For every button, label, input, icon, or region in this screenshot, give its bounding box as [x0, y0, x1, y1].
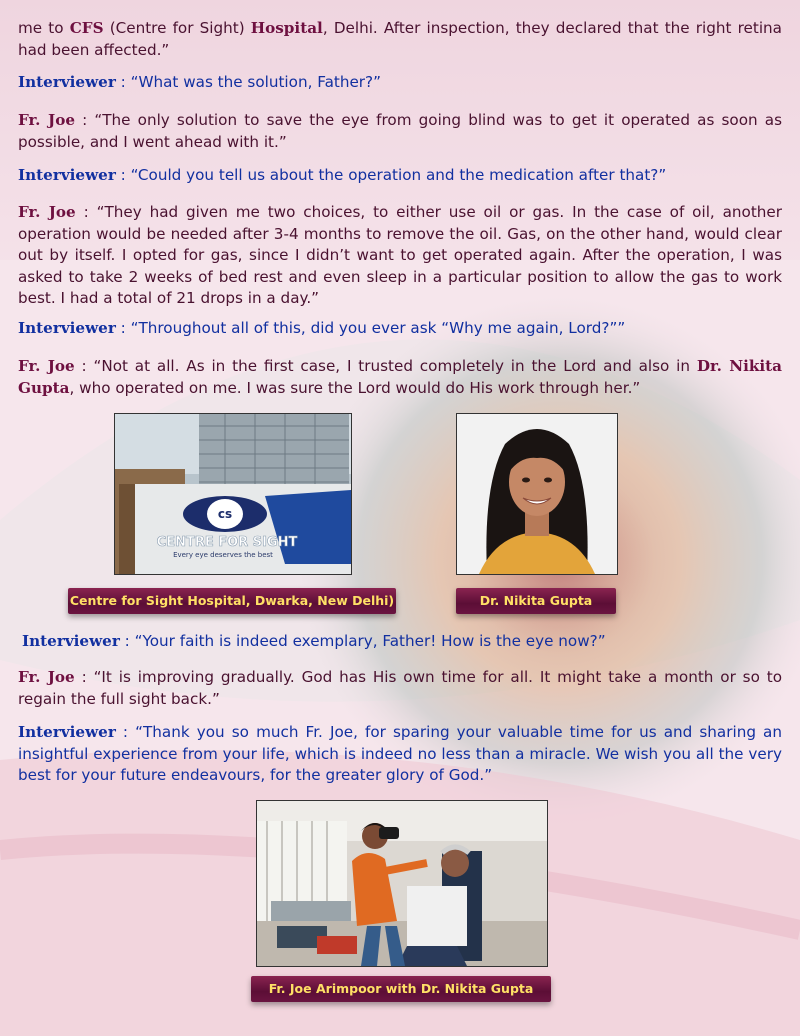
- hospital-photo: [114, 413, 352, 575]
- separator: :: [75, 111, 95, 129]
- question-text: “Could you tell us about the operation and the medication after that?”: [130, 166, 667, 184]
- separator: :: [115, 73, 131, 91]
- interviewer-question-4: [22, 631, 786, 653]
- fr-joe-answer-2: [18, 202, 782, 310]
- answer-text: “The only solution to save the eye from going blind was to get it operated as soon as possible, and I went ahead with it.”: [18, 111, 782, 151]
- hospital-highlight: Hospital: [250, 19, 323, 37]
- speaker-interviewer: Interviewer: [18, 166, 116, 184]
- doctor-illustration: [457, 414, 617, 574]
- interviewer-question-2: [18, 165, 782, 187]
- question-text: “Your faith is indeed exemplary, Father! How is the eye now?”: [134, 632, 606, 650]
- logo-text: cs: [217, 507, 233, 521]
- interviewer-question-3: [18, 318, 782, 340]
- hospital-illustration: [115, 414, 351, 574]
- fr-joe-answer-1: [18, 110, 782, 153]
- doctor-portrait-photo: [456, 413, 618, 575]
- fr-joe-answer-4: [18, 667, 782, 710]
- separator: :: [75, 203, 97, 221]
- interviewer-closing: [18, 722, 782, 787]
- exam-illustration: [257, 801, 547, 966]
- text-fragment: , who operated on me. I was sure the Lord would do His work through her.”: [69, 378, 641, 397]
- separator: :: [74, 668, 94, 686]
- speaker-interviewer: Interviewer: [22, 632, 120, 650]
- speaker-interviewer: Interviewer: [18, 723, 116, 741]
- speaker-fr-joe: Fr. Joe: [18, 668, 75, 686]
- separator: :: [115, 723, 136, 741]
- answer-text: “It is improving gradually. God has His own time for all. It might take a month or so to regain the full sight back.”: [18, 668, 782, 708]
- eye-exam-photo: [256, 800, 548, 967]
- separator: :: [119, 632, 135, 650]
- interviewer-question-1: [18, 72, 782, 94]
- text-fragment: (Centre for Sight): [103, 19, 251, 37]
- question-text: “Throughout all of this, did you ever ask “Why me again, Lord?””: [130, 319, 626, 337]
- hospital-photo-caption: Centre for Sight Hospital, Dwarka, New Delhi): [68, 588, 396, 614]
- separator: :: [115, 319, 131, 337]
- question-text: “What was the solution, Father?”: [130, 73, 381, 91]
- text-fragment: “Not at all. As in the first case, I trusted completely in the Lord and also in: [93, 357, 697, 375]
- speaker-interviewer: Interviewer: [18, 73, 116, 91]
- sign-tagline: Every eye deserves the best: [173, 551, 273, 559]
- speaker-fr-joe: Fr. Joe: [18, 111, 75, 129]
- speaker-fr-joe: Fr. Joe: [18, 203, 76, 221]
- exam-photo-caption: Fr. Joe Arimpoor with Dr. Nikita Gupta: [251, 976, 551, 1002]
- fr-joe-answer-3: [18, 356, 782, 399]
- cfs-highlight: CFS: [69, 19, 104, 37]
- separator: :: [74, 357, 94, 375]
- text-fragment: , Delhi. After inspection, they declared that the right retina had been affected.”: [18, 19, 782, 59]
- separator: :: [115, 166, 131, 184]
- text-fragment: me to: [18, 19, 70, 37]
- sign-title: CENTRE FOR SIGHT: [156, 535, 298, 550]
- speaker-interviewer: Interviewer: [18, 319, 116, 337]
- closing-text: “Thank you so much Fr. Joe, for sparing your valuable time for us and sharing an insightful experience from your life, which is indeed no less than a miracle. We wish you all the very best for your future endeavours, for the greater glory of God.”: [18, 723, 782, 784]
- speaker-fr-joe: Fr. Joe: [18, 357, 75, 375]
- paragraph-hospital-intro: [18, 18, 782, 61]
- answer-text: “They had given me two choices, to either use oil or gas. In the case of oil, another operation would be needed after 3-4 months to remove the oil. Gas, on the other hand, would clear out by itself. I opted for gas, since I didn’t want to get operated again. After the operation, I was asked to take 2 weeks of bed rest and even sleep in a particular position to allow the gas to work best. I had a total of 21 drops in a day.”: [18, 203, 783, 307]
- doctor-name-highlight: Dr. Nikita Gupta: [18, 357, 782, 397]
- doctor-photo-caption: Dr. Nikita Gupta: [456, 588, 616, 614]
